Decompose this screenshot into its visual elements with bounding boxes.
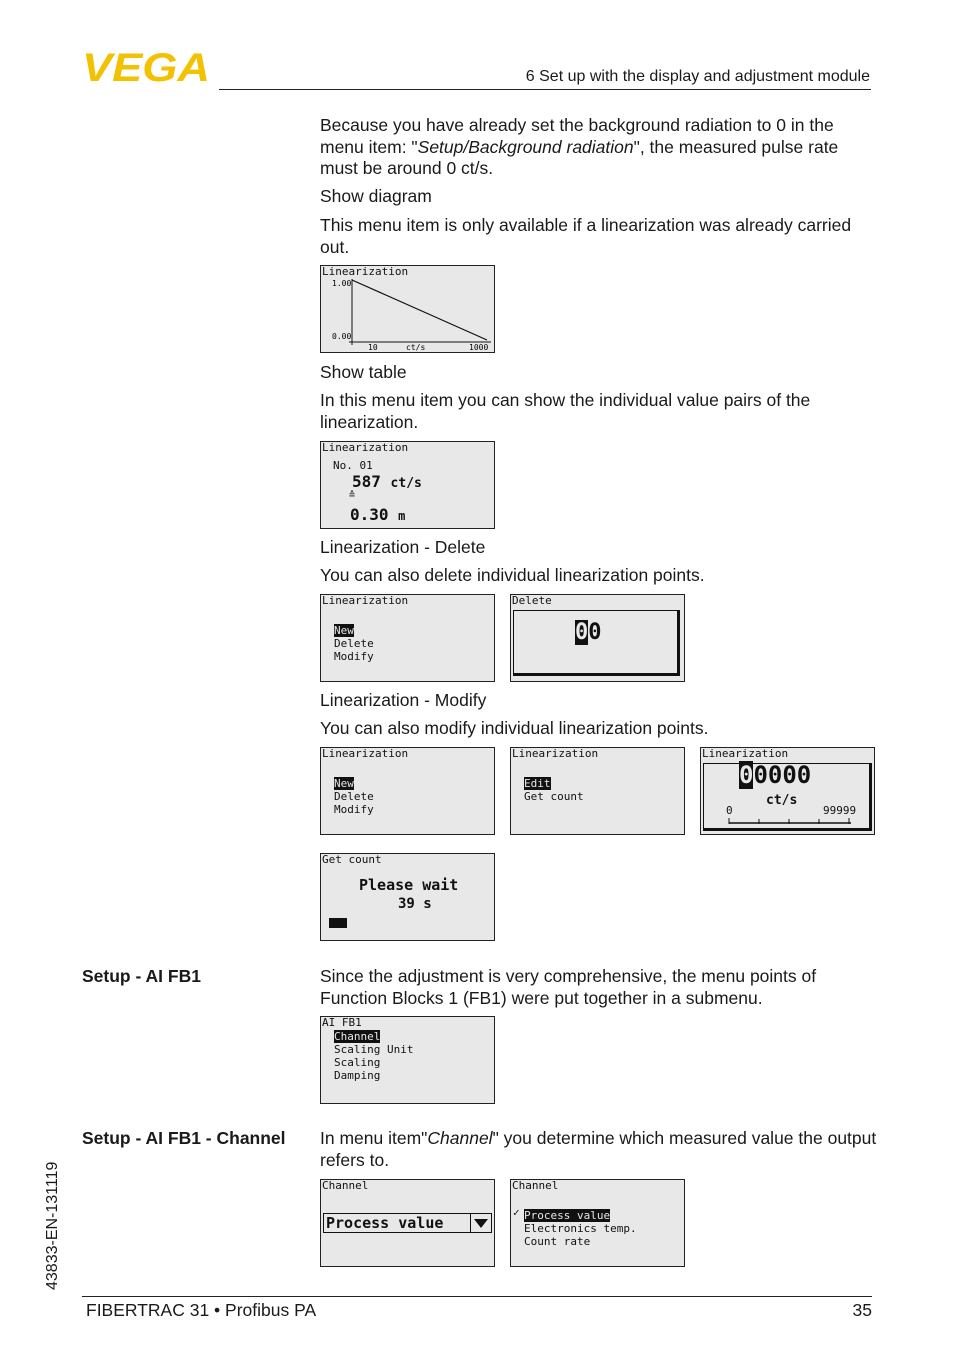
svg-text:1.00: 1.00 <box>332 279 352 288</box>
lcd-getcount: Get count Please wait 39 s <box>320 853 495 941</box>
check-icon: ✓ <box>513 1206 520 1219</box>
svg-text:ct/s: ct/s <box>406 343 426 352</box>
show-table-heading: Show table <box>320 362 407 382</box>
footer-rule <box>82 1296 872 1297</box>
lcd-aifb1: AI FB1 Channel Scaling Unit Scaling Damping <box>320 1016 495 1104</box>
svg-text:10: 10 <box>368 343 378 352</box>
header-rule <box>219 89 871 90</box>
channel-sidelabel: Setup - AI FB1 - Channel <box>82 1128 286 1148</box>
lcd-delete: Delete 00 <box>510 594 685 682</box>
aifb1-text: Since the adjustment is very comprehensive, the menu points of Function Blocks 1 (FB1) were put together in a submenu. <box>320 966 817 1008</box>
aifb1-sidelabel: Setup - AI FB1 <box>82 966 201 986</box>
intro-paragraph: Because you have already set the background radiation to 0 in the menu item: "Setup/Background radiation", the measured pulse rate must be around 0 ct/s. <box>320 115 839 178</box>
delete-note: You can also delete individual linearization points. <box>320 565 705 585</box>
chevron-down-icon <box>471 1214 491 1232</box>
lcd-channel-select: Channel Process value <box>320 1179 495 1267</box>
lcd-modify-edit: Linearization 00000 ct/s 0 99999 <box>700 747 875 835</box>
progress-block <box>329 918 347 928</box>
show-diagram-heading: Show diagram <box>320 186 432 206</box>
lcd-channel-list: Channel ✓ Process value Electronics temp. Count rate <box>510 1179 685 1267</box>
channel-text: In menu item"Channel" you determine which measured value the output refers to. <box>320 1128 877 1170</box>
svg-text:1000: 1000 <box>469 343 489 352</box>
modify-note: You can also modify individual linearization points. <box>320 718 709 738</box>
lcd-diagram: Linearization 1.00 0.00 10 ct/s 1000 <box>320 265 495 353</box>
svg-text:VEGA: VEGA <box>82 50 210 84</box>
lin-delete-heading: Linearization - Delete <box>320 537 486 557</box>
lcd-table: Linearization No. 01 587 ct/s ≙ 0.30 m <box>320 441 495 529</box>
footer-product: FIBERTRAC 31 • Profibus PA <box>86 1300 317 1320</box>
page-number: 35 <box>852 1300 872 1320</box>
doc-id: 43833-EN-131119 <box>44 1161 61 1290</box>
table-note: In this menu item you can show the individual value pairs of the linearization. <box>320 390 811 432</box>
vega-logo <box>82 50 212 84</box>
lcd-modify-menu: Linearization Edit Get count <box>510 747 685 835</box>
lcd-lin-menu-1: Linearization New Delete Modify <box>320 594 495 682</box>
svg-text:0.00: 0.00 <box>332 332 352 341</box>
diagram-note: This menu item is only available if a linearization was already carried out. <box>320 215 852 257</box>
lin-modify-heading: Linearization - Modify <box>320 690 487 710</box>
lcd-lin-menu-2: Linearization New Delete Modify <box>320 747 495 835</box>
section-title: 6 Set up with the display and adjustment module <box>525 68 870 85</box>
